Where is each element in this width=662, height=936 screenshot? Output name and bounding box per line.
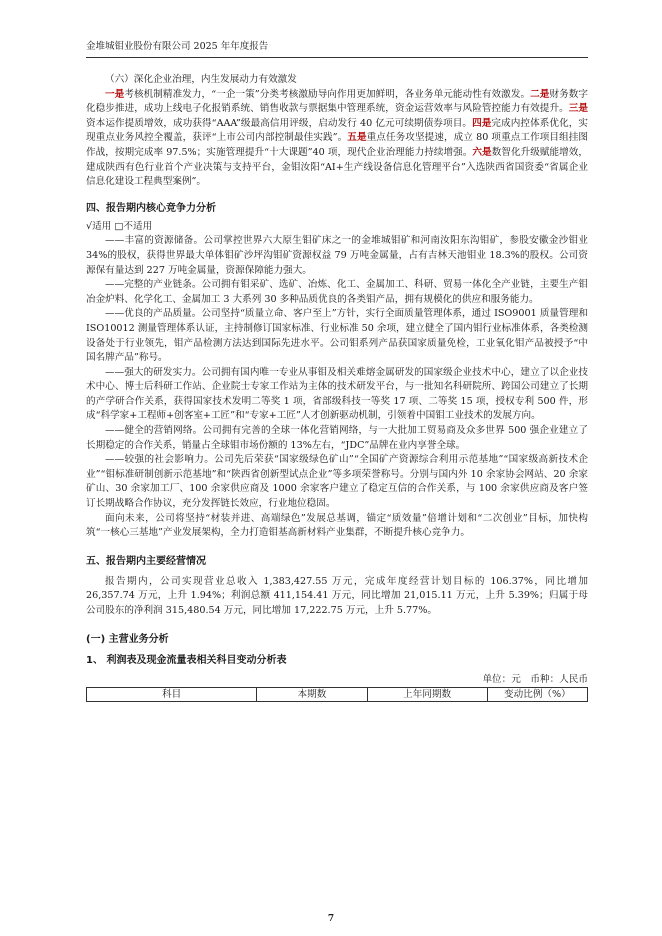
table-header-row [87, 687, 588, 701]
governance-lead-1: 一是 [105, 88, 125, 100]
header-text: 金堆城钼业股份有限公司 2025 年年度报告 [86, 41, 269, 52]
governance-text-1: 考核机制精准发力，“一企一策”分类考核激励导向作用更加鲜明，各业务单元能动性有效激发。 [124, 88, 531, 100]
governance-lead-6: 六是 [472, 146, 492, 158]
governance-lead-5: 五是 [347, 132, 367, 144]
governance-lead-4: 四是 [472, 117, 492, 129]
column-header-prior-year: 上年同期数 [367, 687, 487, 701]
page-header [86, 40, 588, 58]
governance-text-2: 财务数字化稳步推进，成功上线电子化报销系统、销售收款与票据集中管理系统，资金运营效率与风险管控能力有效提升。 [86, 88, 588, 115]
competence-industry-chain: ——完整的产业链条。公司拥有钼采矿、选矿、冶炼、化工、金属加工、科研、贸易一体化全产业链，主要生产钼冶金炉料、化学化工、金属加工 3 大系列 30 多种品质优良的各类钼产品，拥有规模化的供应和服务能力。 [86, 279, 588, 305]
unit-line: 单位：元 币种：人民币 [482, 673, 588, 685]
document-body [86, 73, 588, 702]
applicability-checkbox-line: √适用 □不适用 [86, 220, 153, 232]
section-5-title: 五、报告期内主要经营情况 [86, 555, 206, 567]
table-heading: 1、 利润表及现金流量表相关科目变动分析表 [86, 654, 287, 666]
competence-quality: ——优良的产品质量。公司坚持“质量立命、客户至上”方针，实行全面质量管理体系，通过 ISO9001 质量管理和 ISO10012 测量管理体系认证，主持制修订国家标准、行业标准 50 余项，建立健全了国内钼行业标准体系，各类检测设备处于行业领先，钼产品检测方法达到国际先进水平。公司钼系列产品获国家质量免检，工业氧化钼产品被授予“中国名牌产品”称号。 [86, 308, 588, 364]
change-analysis-table [86, 687, 588, 702]
column-header-change-ratio: 变动比例（%） [487, 687, 587, 701]
governance-text-3: 资本运作提质增效，成功获得“AAA”级最高信用评级，启动发行 40 亿元可续期债券项目。 [86, 117, 473, 129]
governance-lead-2: 二是 [530, 88, 550, 100]
governance-text-6: 数智化升级赋能增效，建成陕西有色行业首个产业决策与支持平台，金钼汝阳“AI+生产线设备信息化管理平台”入选陕西省国资委“省属企业信息化建设工程典型案例”。 [86, 146, 589, 188]
competence-future: 面向未来，公司将坚持“材装并进、高端绿色”发展总基调，锚定“质效量”倍增计划和“二次创业”目标，加快构筑“一核心三基地”产业发展架构，全力打造钼基高新材料产业集群，不断提升核心竞争力。 [86, 512, 588, 539]
competence-research: ——强大的研发实力。公司拥有国内唯一专业从事钼及相关难熔金属研发的国家级企业技术中心，建立了以企业技术中心、博士后科研工作站、企业院士专家工作站为主体的技术研发平台，与一批知名科研院所、跨国公司建立了长期的产学研合作关系，获得国家技术发明二等奖 1 项，省部级科技一等奖 17 项、二等奖 15 项，授权专利 500 件，形成“科学家+工程师+创客室+工匠”和“专家+工匠”人才创新驱动机制，引领着中国钼工业技术的发展方向。 [86, 366, 588, 422]
competence-resources: ——丰富的资源储备。公司掌控世界六大原生钼矿床之一的金堆城钼矿和河南汝阳东沟钼矿，参股安徽金沙钼业 34%的股权，获得世界最大单体钼矿沙坪沟钼矿资源权益 79 万吨金属量，占有吉林天池钼业 18.3%的股权。公司资源保有量达到 227 万吨金属量，资源保障能力强大。 [86, 235, 588, 276]
competence-marketing: ——健全的营销网络。公司拥有完善的全球一体化营销网络，与一大批加工贸易商及众多世界 500 强企业建立了长期稳定的合作关系，销量占全球钼市场份额的 13%左右，“JDC”品牌在业内享誉全球。 [86, 425, 588, 451]
governance-lead-3: 三是 [568, 103, 588, 115]
column-header-current: 本期数 [257, 687, 367, 701]
section-4-title: 四、报告期内核心竞争力分析 [86, 202, 216, 214]
governance-heading: （六）深化企业治理，内生发展动力有效激发 [105, 74, 297, 85]
competence-influence: ——较强的社会影响力。公司先后荣获“国家级绿色矿山”“全国矿产资源综合利用示范基地”“国家级高新技术企业”“钼标准研制创新示范基地”和“陕西省创新型试点企业”等多项荣誉称号。分别与国内外 10 余家协会网站、20 余家矿山、30 余家加工厂、100 余家供应商及 1000 余家客户建立了稳定互信的合作关系，与 100 余家供应商及客户签订长期战略合作协议，充分发挥链长效应，行业地位稳固。 [86, 454, 588, 510]
page-number: 7 [327, 914, 335, 924]
column-header-item: 科目 [87, 687, 257, 701]
operations-summary: 报告期内，公司实现营业总收入 1,383,427.55 万元，完成年度经营计划目标的 106.37%，同比增加 26,357.74 万元，上升 1.94%；利润总额 411,154.41 万元，同比增加 21,015.11 万元，上升 5.39%；归属于母公司股东的净利润 315,480.54 万元，同比增加 17,222.75 万元，上升 5.77%。 [86, 575, 588, 616]
subsection-main-business: (一) 主营业务分析 [86, 633, 169, 645]
governance-text-4: 完成内控体系优化，实现重点业务风控全覆盖，获评“上市公司内部控制最佳实践”。 [86, 117, 589, 144]
governance-text-5: 重点任务攻坚提速，成立 80 项重点工作项目组挂图作战，按期完成率 97.5%；实施管理提升“十大课题”40 项，现代企业治理能力持续增强。 [86, 132, 589, 158]
governance-paragraph [86, 88, 588, 190]
